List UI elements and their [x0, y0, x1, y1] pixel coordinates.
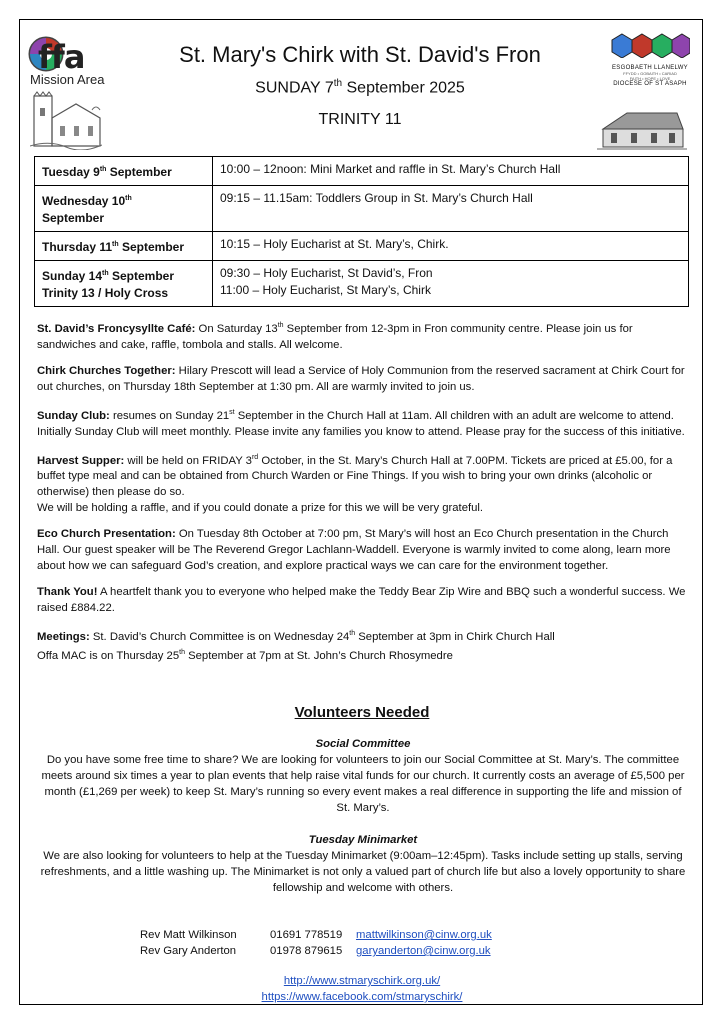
contact-row [140, 943, 492, 959]
diocese-english: DIOCESE OF ST ASAPH [613, 81, 687, 87]
social-committee-section [40, 736, 686, 816]
logo-subtitle: Mission Area [30, 72, 105, 87]
facebook-link[interactable]: https://www.facebook.com/stmaryschirk/ [261, 991, 463, 1003]
service-date: SUNDAY 7th September 2025 [255, 78, 465, 97]
schedule-day: Tuesday 9th September [35, 157, 213, 186]
diocese-welsh: ESGOBAETH LLANELWY [612, 65, 688, 71]
chapel-sketch-icon [597, 105, 687, 150]
social-committee-title: Social Committee [315, 738, 411, 750]
notice-cafe: St. David’s Froncysyllte Café: On Saturday 13th September from 12-3pm in Fron community centre. Please join us for sandwiches and cake, raffle, tombola and stalls. All welcome. [37, 322, 633, 351]
contact-email-link[interactable]: garyanderton@cinw.org.uk [356, 945, 491, 957]
notices [37, 318, 689, 674]
logo-word: ffa [38, 38, 85, 76]
notice-meetings: Meetings: St. David’s Church Committee is on Wednesday 24th September at 3pm in Chirk Church Hall Offa MAC is on Thursday 25th September at 7pm at St. John’s Church Rhosymedre [37, 630, 555, 662]
schedule-event: 09:30 – Holy Eucharist, St David’s, Fron 11:00 – Holy Eucharist, St Mary’s, Chirk [213, 261, 689, 307]
schedule-row [35, 157, 689, 186]
church-sketch-icon [30, 90, 102, 150]
schedule-day: Sunday 14th September Trinity 13 / Holy Cross [35, 261, 213, 307]
schedule-row [35, 261, 689, 307]
web-links [0, 973, 724, 1005]
notice-sunday-club: Sunday Club: resumes on Sunday 21st September in the Church Hall at 11am. All children with an adult are welcome to attend. Initially Sunday Club will meet monthly. Please invite any families you know to attend. Please pray for the success of this initiative. [37, 408, 685, 438]
minimarket-title: Tuesday Minimarket [308, 834, 418, 846]
contact-name: Rev Matt Wilkinson [140, 929, 237, 941]
schedule-event: 10:15 – Holy Eucharist at St. Mary’s, Chirk. [213, 232, 689, 261]
diocese-logo [600, 32, 700, 102]
trinity-label: TRINITY 11 [318, 111, 402, 129]
contact-phone: 01691 778519 [270, 929, 343, 941]
schedule-day: Thursday 11th September [35, 232, 213, 261]
contact-phone: 01978 879615 [270, 945, 343, 957]
diocese-emblem-icon [610, 32, 690, 58]
page-title-block [130, 42, 590, 129]
schedule-event: 10:00 – 12noon: Mini Market and raffle in St. Mary’s Church Hall [213, 157, 689, 186]
website-link[interactable]: http://www.stmaryschirk.org.uk/ [283, 975, 441, 987]
schedule-event: 09:15 – 11.15am: Toddlers Group in St. Mary’s Church Hall [213, 186, 689, 232]
contact-name: Rev Gary Anderton [140, 945, 237, 957]
notice-harvest-supper: Harvest Supper: will be held on FRIDAY 3rd October, in the St. Mary’s Church Hall at 7.00PM. Tickets are priced at £5.00, for a buffet type meal and can be obtained from Church Warden or Fine Things. If you wish to bring your own drinks (alcoholic or otherwise) then please do so. We will be holding a raffle, and if you could donate a prize for this we will be very grateful. [37, 453, 673, 515]
social-committee-text: Do you have some free time to share? We are looking for volunteers to join our Social Committee at St. Mary’s. The committee meets around six times a year to plan events that help raise vital funds for our church. It currently costs an average of £5,500 per month (£1,269 per week) to keep St. Mary’s running so every event makes a real difference in supporting the life and mission of St. Mary’s. [41, 754, 685, 814]
contact-row [140, 927, 492, 943]
volunteers-heading: Volunteers Needed [294, 704, 430, 721]
notice-thank-you: Thank You! A heartfelt thank you to everyone who helped make the Teddy Bear Zip Wire and BBQ such a wonderful success. We raised £884.22. [37, 586, 686, 615]
contact-email-link[interactable]: mattwilkinson@cinw.org.uk [356, 929, 492, 941]
page-title: St. Mary's Chirk with St. David's Fron [179, 42, 541, 67]
diocese-motto-1: FFYDD • GOBAITH • CARIAD [623, 71, 677, 76]
schedule-table [34, 156, 689, 307]
diocese-motto-2: FAITH • HOPE • LOVE [629, 76, 671, 81]
schedule-day: Wednesday 10th September [35, 186, 213, 232]
minimarket-text: We are also looking for volunteers to help at the Tuesday Minimarket (9:00am–12:45pm). Tasks include setting up stalls, serving refreshments, and a little washing up. The Minimarket is not only a valued part of church life but also a lovely opportunity to share fellowship and welcome with others. [40, 850, 686, 894]
contacts [140, 927, 492, 959]
schedule-row [35, 232, 689, 261]
minimarket-section [40, 832, 686, 896]
notice-churches-together: Chirk Churches Together: Hilary Prescott will lead a Service of Holy Communion from the reserved sacrament at Chirk Court for out churches, on Thursday 18th September at 1:30 pm. All are warmly invited to join us. [37, 364, 685, 393]
schedule-row [35, 186, 689, 232]
notice-eco-church: Eco Church Presentation: On Tuesday 8th October at 7:00 pm, St Mary’s will host an Eco Church presentation in the Church Hall. Our guest speaker will be The Reverend Gregor Lachlann-Waddell. Everyone is warmly invited to come along, learn more about how we can safeguard God’s creation, and explore practical ways we can care for the environment together. [37, 528, 671, 573]
